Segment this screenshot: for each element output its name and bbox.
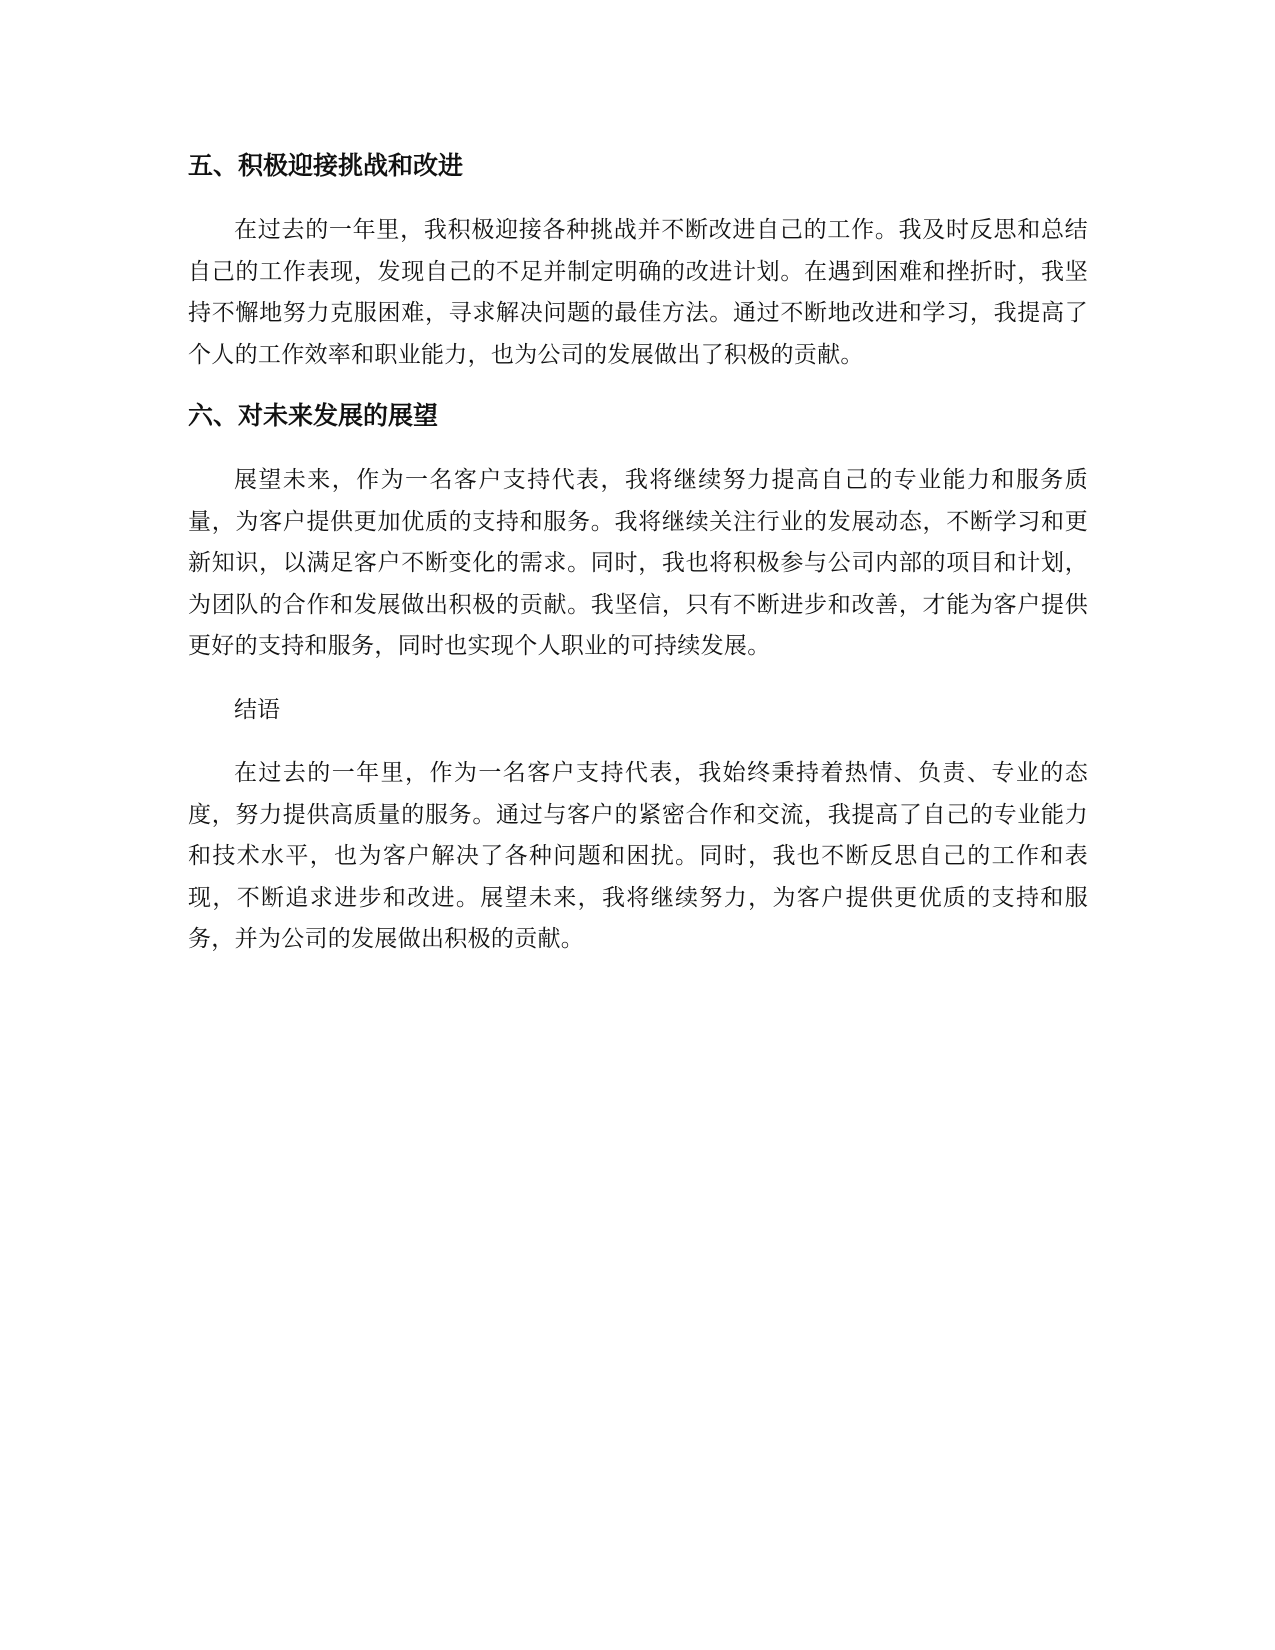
conclusion-paragraph: 在过去的一年里，作为一名客户支持代表，我始终秉持着热情、负责、专业的态度，努力提供高质量的服务。通过与客户的紧密合作和交流，我提高了自己的专业能力和技术水平，也为客户解决了各种问题和困扰。同时，我也不断反思自己的工作和表现，不断追求进步和改进。展望未来，我将继续努力，为客户提供更优质的支持和服务，并为公司的发展做出积极的贡献。 bbox=[188, 760, 1088, 952]
section-paragraph-challenges: 在过去的一年里，我积极迎接各种挑战并不断改进自己的工作。我及时反思和总结自己的工作表现，发现自己的不足并制定明确的改进计划。在遇到困难和挫折时，我坚持不懈地努力克服困难，寻求解决问题的最佳方法。通过不断地改进和学习，我提高了个人的工作效率和职业能力，也为公司的发展做出了积极的贡献。 bbox=[188, 217, 1088, 368]
section-paragraph-future: 展望未来，作为一名客户支持代表，我将继续努力提高自己的专业能力和服务质量，为客户提供更加优质的支持和服务。我将继续关注行业的发展动态，不断学习和更新知识，以满足客户不断变化的需求。同时，我也将积极参与公司内部的项目和计划，为团队的合作和发展做出积极的贡献。我坚信，只有不断进步和改善，才能为客户提供更好的支持和服务，同时也实现个人职业的可持续发展。 bbox=[188, 467, 1088, 659]
document-body bbox=[188, 148, 1088, 961]
section-heading-challenges: 五、积极迎接挑战和改进 bbox=[188, 151, 464, 180]
conclusion-label: 结语 bbox=[234, 696, 280, 723]
section-heading-future: 六、对未来发展的展望 bbox=[188, 401, 439, 430]
